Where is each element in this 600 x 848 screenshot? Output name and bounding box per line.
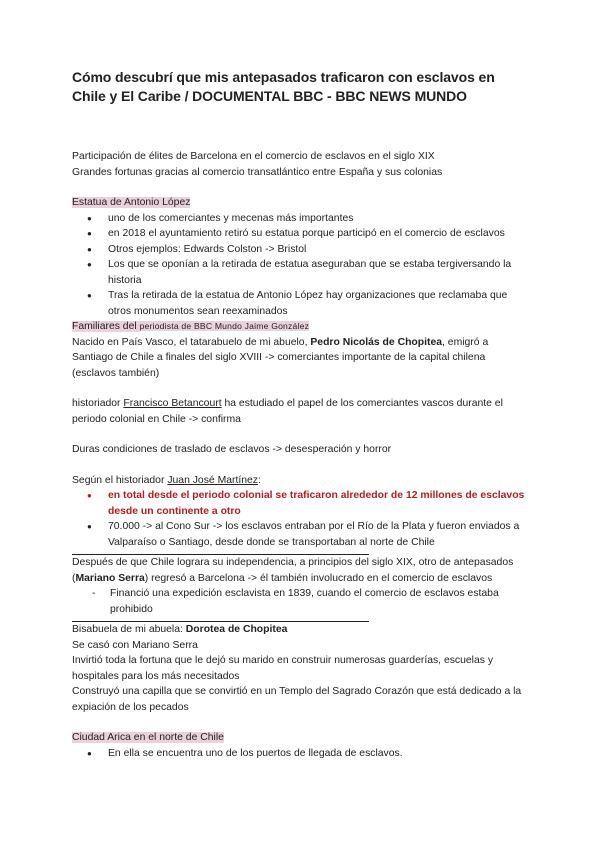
familiares-paragraph-2 — [72, 396, 532, 427]
underlined-name: Francisco Betancourt — [123, 398, 222, 409]
list-item: ● Otros ejemplos: Edwards Colston -> Bristol — [72, 242, 532, 258]
bisabuela-line-1 — [72, 622, 532, 638]
bold-name: Mariano Serra — [75, 572, 145, 584]
list-item: ● en 2018 el ayuntamiento retiró su estatua porque participó en el comercio de esclavos — [72, 226, 532, 242]
intro-line-1: Participación de élites de Barcelona en el comercio de esclavos en el siglo XIX — [72, 151, 435, 162]
bold-name: Dorotea de Chopitea — [185, 624, 288, 635]
list-item: ● Los que se oponían a la retirada de estatua aseguraban que se estaba tergiversando la historia — [72, 257, 532, 288]
bisabuela-line-3: Invirtió toda la fortuna que le dejó su marido en construir numerosas guarderías, escuelas y hospitales para los más necesitados — [72, 655, 494, 682]
list-item: ● Tras la retirada de la estatua de Antonio López hay organizaciones que reclamaba que otros monumentos sean reexaminados — [72, 288, 532, 319]
bold-name: Pedro Nicolás de Chopitea — [310, 336, 443, 348]
text-span: : — [258, 474, 261, 486]
estatua-heading — [72, 195, 532, 211]
spacer — [72, 427, 532, 442]
familiares-heading — [72, 319, 532, 335]
bisabuela-line-4: Construyó una capilla que se convirtió en un Templo del Sagrado Corazón que está dedicado a la expiación de los pecados — [72, 686, 522, 713]
list-item: - Financió una expedición esclavista en 1839, cuando el comercio de esclavos estaba prohibido — [72, 586, 532, 617]
familiares-paragraph-4 — [72, 473, 532, 489]
bisabuela-line-2: Se casó con Mariano Serra — [72, 639, 198, 651]
list-item: ● 70.000 -> al Cono Sur -> los esclavos entraban por el Río de la Plata y fueron enviados a Valparaíso o Santiago, desde donde se transportaban al norte de Chile — [72, 519, 532, 550]
spacer — [72, 381, 532, 396]
list-item: ● uno de los comerciantes y mecenas más importantes — [72, 211, 532, 227]
text-span: , emigró a Santiago de Chile a finales del siglo XVIII -> comerciantes importante de la capital chilena (esclavos también) — [72, 336, 489, 379]
underlined-name: Juan José Martínez — [167, 474, 258, 486]
spacer — [72, 458, 532, 473]
familiares-heading-a: Familiares del — [72, 321, 140, 332]
estatua-heading-text: Estatua de Antonio López — [72, 197, 191, 208]
list-item: ● En ella se encuentra uno de los puertos de llegada de esclavos. — [72, 746, 532, 762]
spacer — [72, 715, 532, 730]
document-page — [72, 68, 532, 761]
list-item-highlighted: ● en total desde el periodo colonial se traficaron alrededor de 12 millones de esclavos desde un continente a otro — [72, 488, 532, 519]
spacer — [72, 106, 532, 149]
text-span: ) regresó a Barcelona -> él también involucrado en el comercio de esclavos — [144, 572, 493, 584]
document-title: Cómo descubrí que mis antepasados traficaron con esclavos en Chile y El Caribe / DOCUMENTAL BBC - BBC NEWS MUNDO — [72, 69, 495, 104]
spacer — [72, 180, 532, 195]
text-span: Según el historiador — [72, 474, 168, 486]
text-span: Nacido en País Vasco, el tatarabuelo de mi abuelo, — [72, 336, 311, 348]
familiares-heading-b: periodista de BBC Mundo Jaime González — [139, 321, 310, 331]
arica-heading — [72, 730, 532, 746]
intro-line-2: Grandes fortunas gracias al comercio transatlántico entre España y sus colonias — [72, 166, 443, 178]
independencia-list — [72, 586, 532, 617]
arica-heading-text: Ciudad Arica en el norte de Chile — [72, 732, 224, 743]
text-span: ha estudiado el papel de los comerciantes vascos durante el periodo colonial en Chile -> confirma — [72, 398, 503, 425]
familiares-paragraph-3: Duras condiciones de traslado de esclavos -> desesperación y horror — [72, 444, 392, 455]
estatua-list — [72, 211, 532, 320]
text-span: Bisabuela de mi abuela: — [72, 624, 186, 635]
text-span: Después de que Chile lograra su independencia, a principios del siglo XIX, otro de antepasados ( — [72, 557, 514, 584]
arica-list — [72, 746, 532, 762]
independencia-paragraph — [72, 555, 532, 586]
familiares-paragraph-1 — [72, 335, 532, 382]
text-span: historiador — [72, 398, 124, 409]
martinez-list — [72, 488, 532, 550]
